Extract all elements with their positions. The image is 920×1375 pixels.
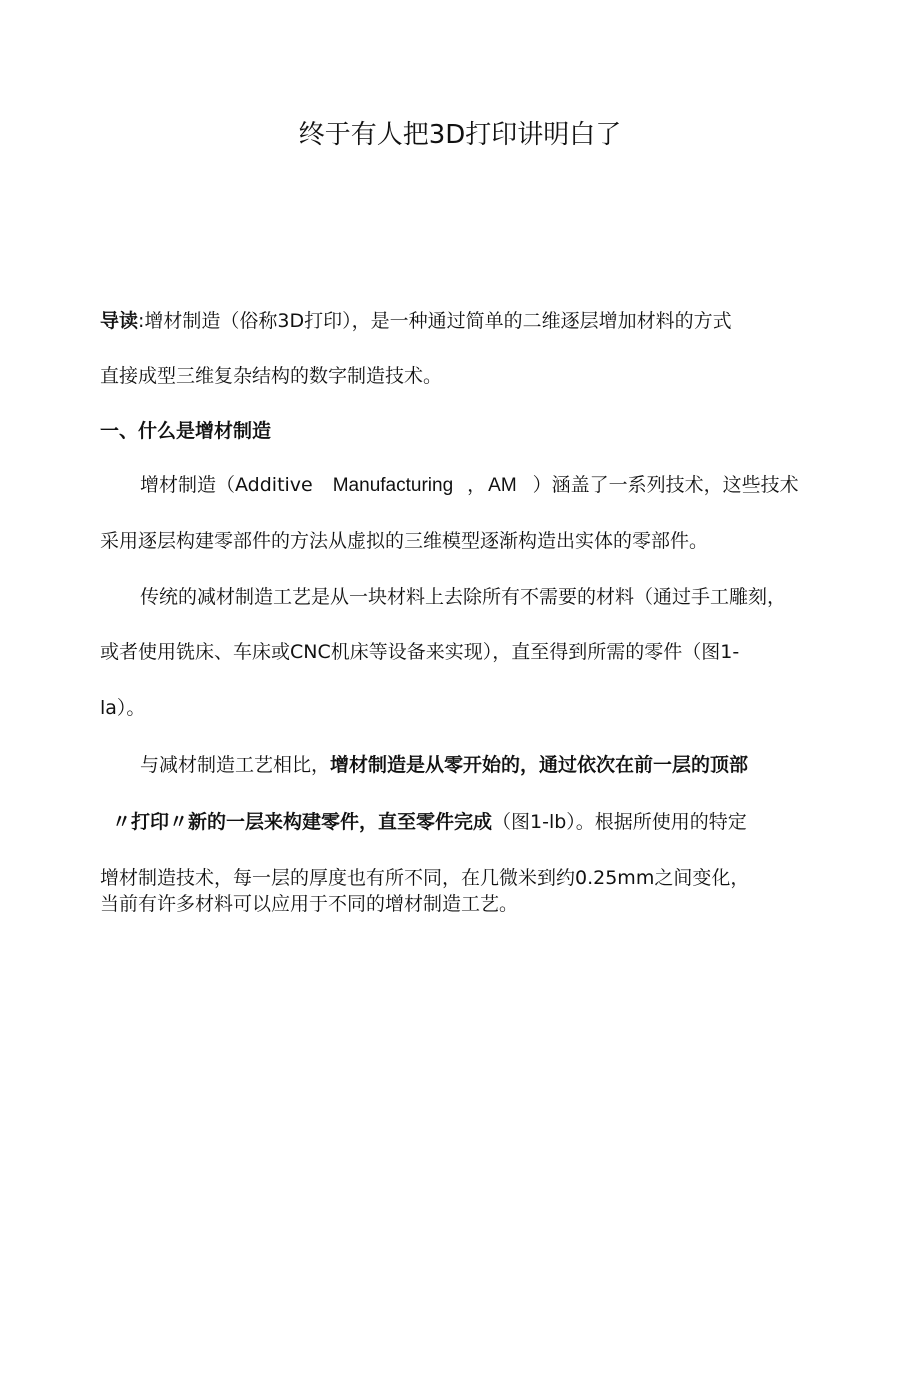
- intro-text-1: 增材制造（俗称3D打印），是一种通过简单的二维逐层增加材料的方式: [144, 310, 732, 332]
- p1-text-d: AM: [488, 475, 517, 496]
- p1-text-b: Manufacturing: [332, 475, 454, 496]
- p1-text-c: ，: [467, 474, 487, 496]
- paragraph-1-line-1: [140, 473, 799, 498]
- intro-line-1: [100, 309, 732, 333]
- p3-normal-1: 与减材制造工艺相比，: [140, 754, 331, 776]
- paragraph-3-line-4: 当前有许多材料可以应用于不同的增材制造工艺。: [100, 893, 519, 915]
- document-title: 终于有人把3D打印讲明白了: [298, 120, 622, 150]
- intro-line-2: 直接成型三维复杂结构的数字制造技术。: [100, 365, 443, 387]
- p3-bold-2: 〃打印〃新的一层来构建零件，直至零件完成: [112, 811, 493, 833]
- p3-bold-1: 增材制造是从零开始的，通过依次在前一层的顶部: [330, 754, 749, 776]
- intro-separator: :: [138, 310, 145, 332]
- paragraph-3-line-1: [140, 753, 748, 777]
- paragraph-2-line-3: la）。: [100, 697, 146, 719]
- paragraph-3-line-2: [112, 810, 747, 834]
- paragraph-1-line-2: 采用逐层构建零部件的方法从虚拟的三维模型逐渐构造出实体的零部件。: [100, 530, 709, 552]
- paragraph-3-line-3: 增材制造技术，每一层的厚度也有所不同，在几微米到约0.25mm之间变化，: [100, 867, 750, 889]
- paragraph-2-line-2: 或者使用铣床、车床或CNC机床等设备来实现），直至得到所需的零件（图1-: [100, 641, 740, 663]
- paragraph-2-line-1: 传统的减材制造工艺是从一块材料上去除所有不需要的材料（通过手工雕刻，: [140, 586, 787, 608]
- intro-label: 导读: [100, 310, 139, 332]
- section-heading: 一、什么是增材制造: [100, 420, 272, 442]
- p1-text-e: ）涵盖了一系列技术，这些技术: [532, 474, 799, 496]
- p1-text-a: 增材制造（Additive: [140, 474, 313, 496]
- p3-normal-2: （图1-lb）。根据所使用的特定: [492, 811, 747, 833]
